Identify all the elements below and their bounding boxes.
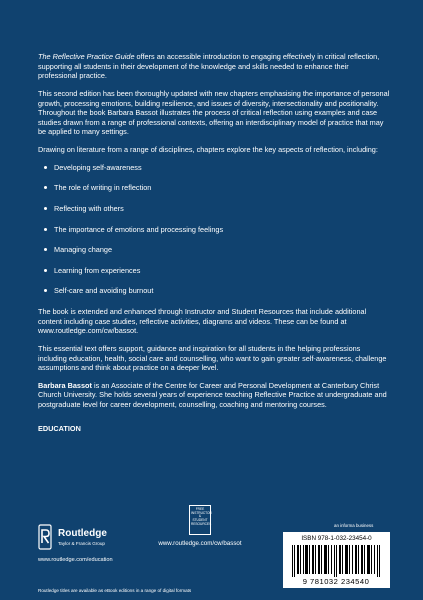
ebook-note: Routledge titles are available as eBook editions in a range of digital formats	[38, 588, 192, 593]
back-cover-description	[38, 52, 390, 433]
subject-category: EDUCATION	[38, 423, 81, 433]
list-item: The importance of emotions and processing feelings	[44, 225, 390, 235]
instructor-resources-badge: FREE INSTRUCTOR & STUDENT RESOURCES	[189, 505, 211, 535]
author-bio: Barbara Bassot is an Associate of the Centre for Career and Personal Development at Canterbury Christ Church University. She holds several years of experience teaching Reflective Practice at undergraduate and postgraduate level for career development, counselling, coaching and mentoring courses.	[38, 380, 387, 409]
intro-paragraph: The Reflective Practice Guide offers an accessible introduction to engaging effectively in critical reflection, supporting all students in their development of the knowledge and skills needed to enhance their professional practice.	[38, 52, 380, 81]
publisher-block	[38, 524, 113, 563]
publisher-url: www.routledge.com/education	[38, 557, 113, 563]
list-item: Learning from experiences	[44, 266, 390, 276]
barcode-panel	[283, 532, 390, 588]
list-item: Developing self-awareness	[44, 163, 390, 173]
publisher-group: Taylor & Francis Group	[58, 540, 105, 546]
essential-text-paragraph: This essential text offers support, guidance and inspiration for all students in the helping professions including education, health, social care and counselling, who want to gain greater self-awareness, challenge assumptions and think about practice on a deeper level.	[38, 343, 387, 373]
list-item: Self-care and avoiding burnout	[44, 286, 390, 296]
informa-tagline: an informa business	[334, 523, 374, 528]
companion-resources-block	[155, 505, 245, 547]
routledge-logo-icon	[38, 524, 52, 550]
companion-website-url: www.routledge.com/cw/bassot	[158, 540, 242, 547]
publisher-name: Routledge	[58, 527, 107, 539]
list-item: Managing change	[44, 245, 390, 255]
list-item: The role of writing in reflection	[44, 183, 390, 193]
barcode-icon	[292, 545, 380, 577]
isbn-number: ISBN 978-1-032-23454-0	[301, 535, 372, 542]
chapters-intro: Drawing on literature from a range of disciplines, chapters explore the key aspects of reflection, including:	[38, 145, 378, 154]
author-name: Barbara Bassot	[38, 380, 92, 390]
resources-paragraph: The book is extended and enhanced through Instructor and Student Resources that include additional content including case studies, reflective activities, diagrams and videos. These can be found at www.routledge.com/cw/bassot.	[38, 307, 367, 336]
barcode-digits: 9 781032 234540	[302, 577, 370, 586]
key-aspects-list	[38, 163, 390, 296]
book-title: The Reflective Practice Guide	[38, 52, 135, 61]
second-edition-paragraph: This second edition has been thoroughly updated with new chapters emphasising the importance of personal growth, processing emotions, building resilience, and issues of diversity, intersectionality and positionality. Throughout the book Barbara Bassot illustrates the process of critical reflection using examples and case studies drawn from a range of professional contexts, offering an interdisciplinary model of practice that may be applied to many settings.	[38, 88, 390, 137]
list-item: Reflecting with others	[44, 204, 390, 214]
